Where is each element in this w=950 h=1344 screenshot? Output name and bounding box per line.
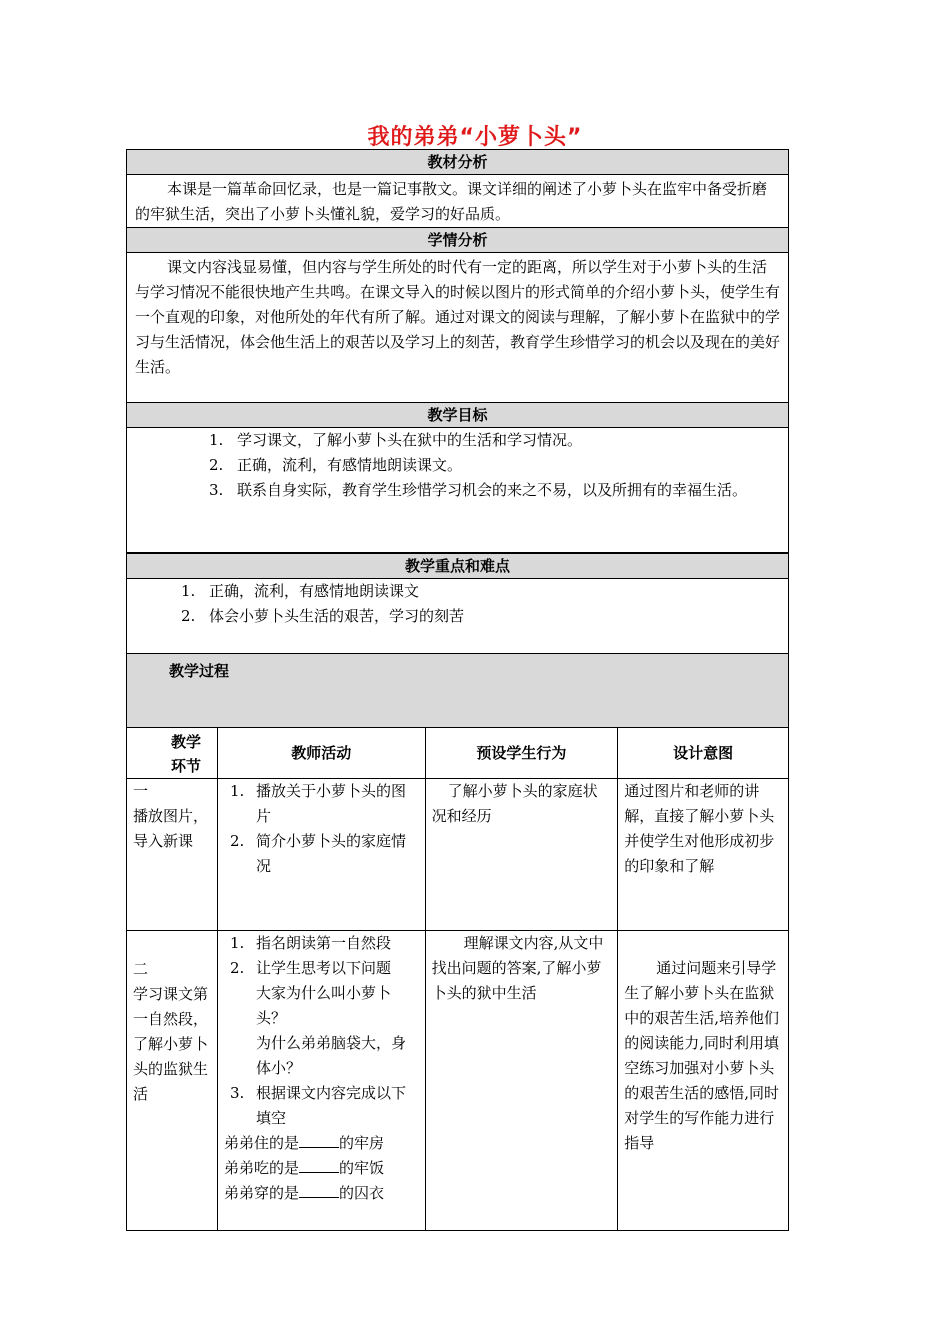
blank: [299, 1133, 339, 1148]
students-header: 学情分析: [127, 228, 788, 253]
materials-text: 本课是一篇革命回忆录，也是一篇记事散文。课文详细的阐述了小萝卜头在监牢中备受折磨的牢狱生活，突出了小萝卜头懂礼貌，爱学习的好品质。: [135, 180, 768, 223]
students-text: 课文内容浅显易懂，但内容与学生所处的时代有一定的距离，所以学生对于小萝卜头的生活与学习情况不能很快地产生共鸣。在课文导入的时候以图片的形式简单的介绍小萝卜头，使学生有一个直观的印象，对他所处的年代有所了解。通过对课文的阅读与理解，了解小萝卜在监狱中的学习与生活情况，体会他生活上的艰苦以及学习上的刻苦，教育学生珍惜学习的机会以及现在的美好生活。: [135, 258, 781, 376]
intent-cell: 通过图片和老师的讲解，直接了解小萝卜头并使学生对他形成初步的印象和了解: [618, 779, 789, 931]
teacher-cell: 1. 播放关于小萝卜头的图片 2. 简介小萝卜头的家庭情况: [217, 779, 425, 931]
col-header-stage: 教学环节: [127, 728, 218, 779]
page-title: 我的弟弟“小萝卜头”: [367, 125, 583, 150]
col-header-teacher: 教师活动: [217, 728, 425, 779]
goal-item: 1. 学习课文，了解小萝卜头在狱中的生活和学习情况。: [209, 431, 583, 449]
blank: [299, 1158, 339, 1173]
table-row: [127, 931, 789, 1231]
process-header: 教学过程: [169, 662, 230, 680]
stage-cell: 二 学习课文第一自然段，了解小萝卜头的监狱生活: [127, 931, 218, 1231]
goals-header: 教学目标: [127, 403, 788, 428]
keypoint-item: 2. 体会小萝卜头生活的艰苦，学习的刻苦: [181, 607, 465, 625]
student-cell: 理解课文内容,从文中找出问题的答案,了解小萝卜头的狱中生活: [425, 931, 618, 1231]
goal-item: 2. 正确，流利，有感情地朗读课文。: [209, 456, 463, 474]
materials-header: 教材分析: [127, 150, 788, 175]
table-header-row: [127, 728, 789, 779]
table-row: [127, 779, 789, 931]
fill-blank-line: 弟弟住的是 的牢房: [223, 1134, 384, 1152]
student-cell: 了解小萝卜头的家庭状况和经历: [425, 779, 618, 931]
col-header-intent: 设计意图: [618, 728, 789, 779]
students-section: [126, 227, 789, 403]
blank: [299, 1183, 339, 1198]
materials-section: [126, 149, 789, 228]
goals-section: [126, 402, 789, 553]
process-table: [126, 727, 789, 1231]
fill-blank-line: 弟弟吃的是 的牢饭: [223, 1159, 384, 1177]
fill-blank-line: 弟弟穿的是 的囚衣: [223, 1184, 384, 1202]
stage-cell: 一 播放图片，导入新课: [127, 779, 218, 931]
intent-cell: 通过问题来引导学生了解小萝卜头在监狱中的艰苦生活,培养他们的阅读能力,同时利用填空练习加强对小萝卜头的艰苦生活的感悟,同时对学生的写作能力进行指导: [618, 931, 789, 1231]
process-section: [126, 653, 789, 728]
keypoints-header: 教学重点和难点: [127, 554, 788, 579]
goal-item: 3. 联系自身实际，教育学生珍惜学习机会的来之不易，以及所拥有的幸福生活。: [209, 481, 748, 499]
keypoints-section: [126, 553, 789, 654]
teacher-cell: 1. 指名朗读第一自然段 2. 让学生思考以下问题 大家为什么叫小萝卜头？ 为什么弟弟脑袋大，身体小？ 3. 根据课文内容完成以下填空 弟弟住的是 的牢房 弟弟吃的是 的牢饭 弟弟穿的是 的囚衣: [217, 931, 425, 1231]
col-header-student: 预设学生行为: [425, 728, 618, 779]
keypoint-item: 1. 正确，流利，有感情地朗读课文: [181, 582, 420, 600]
